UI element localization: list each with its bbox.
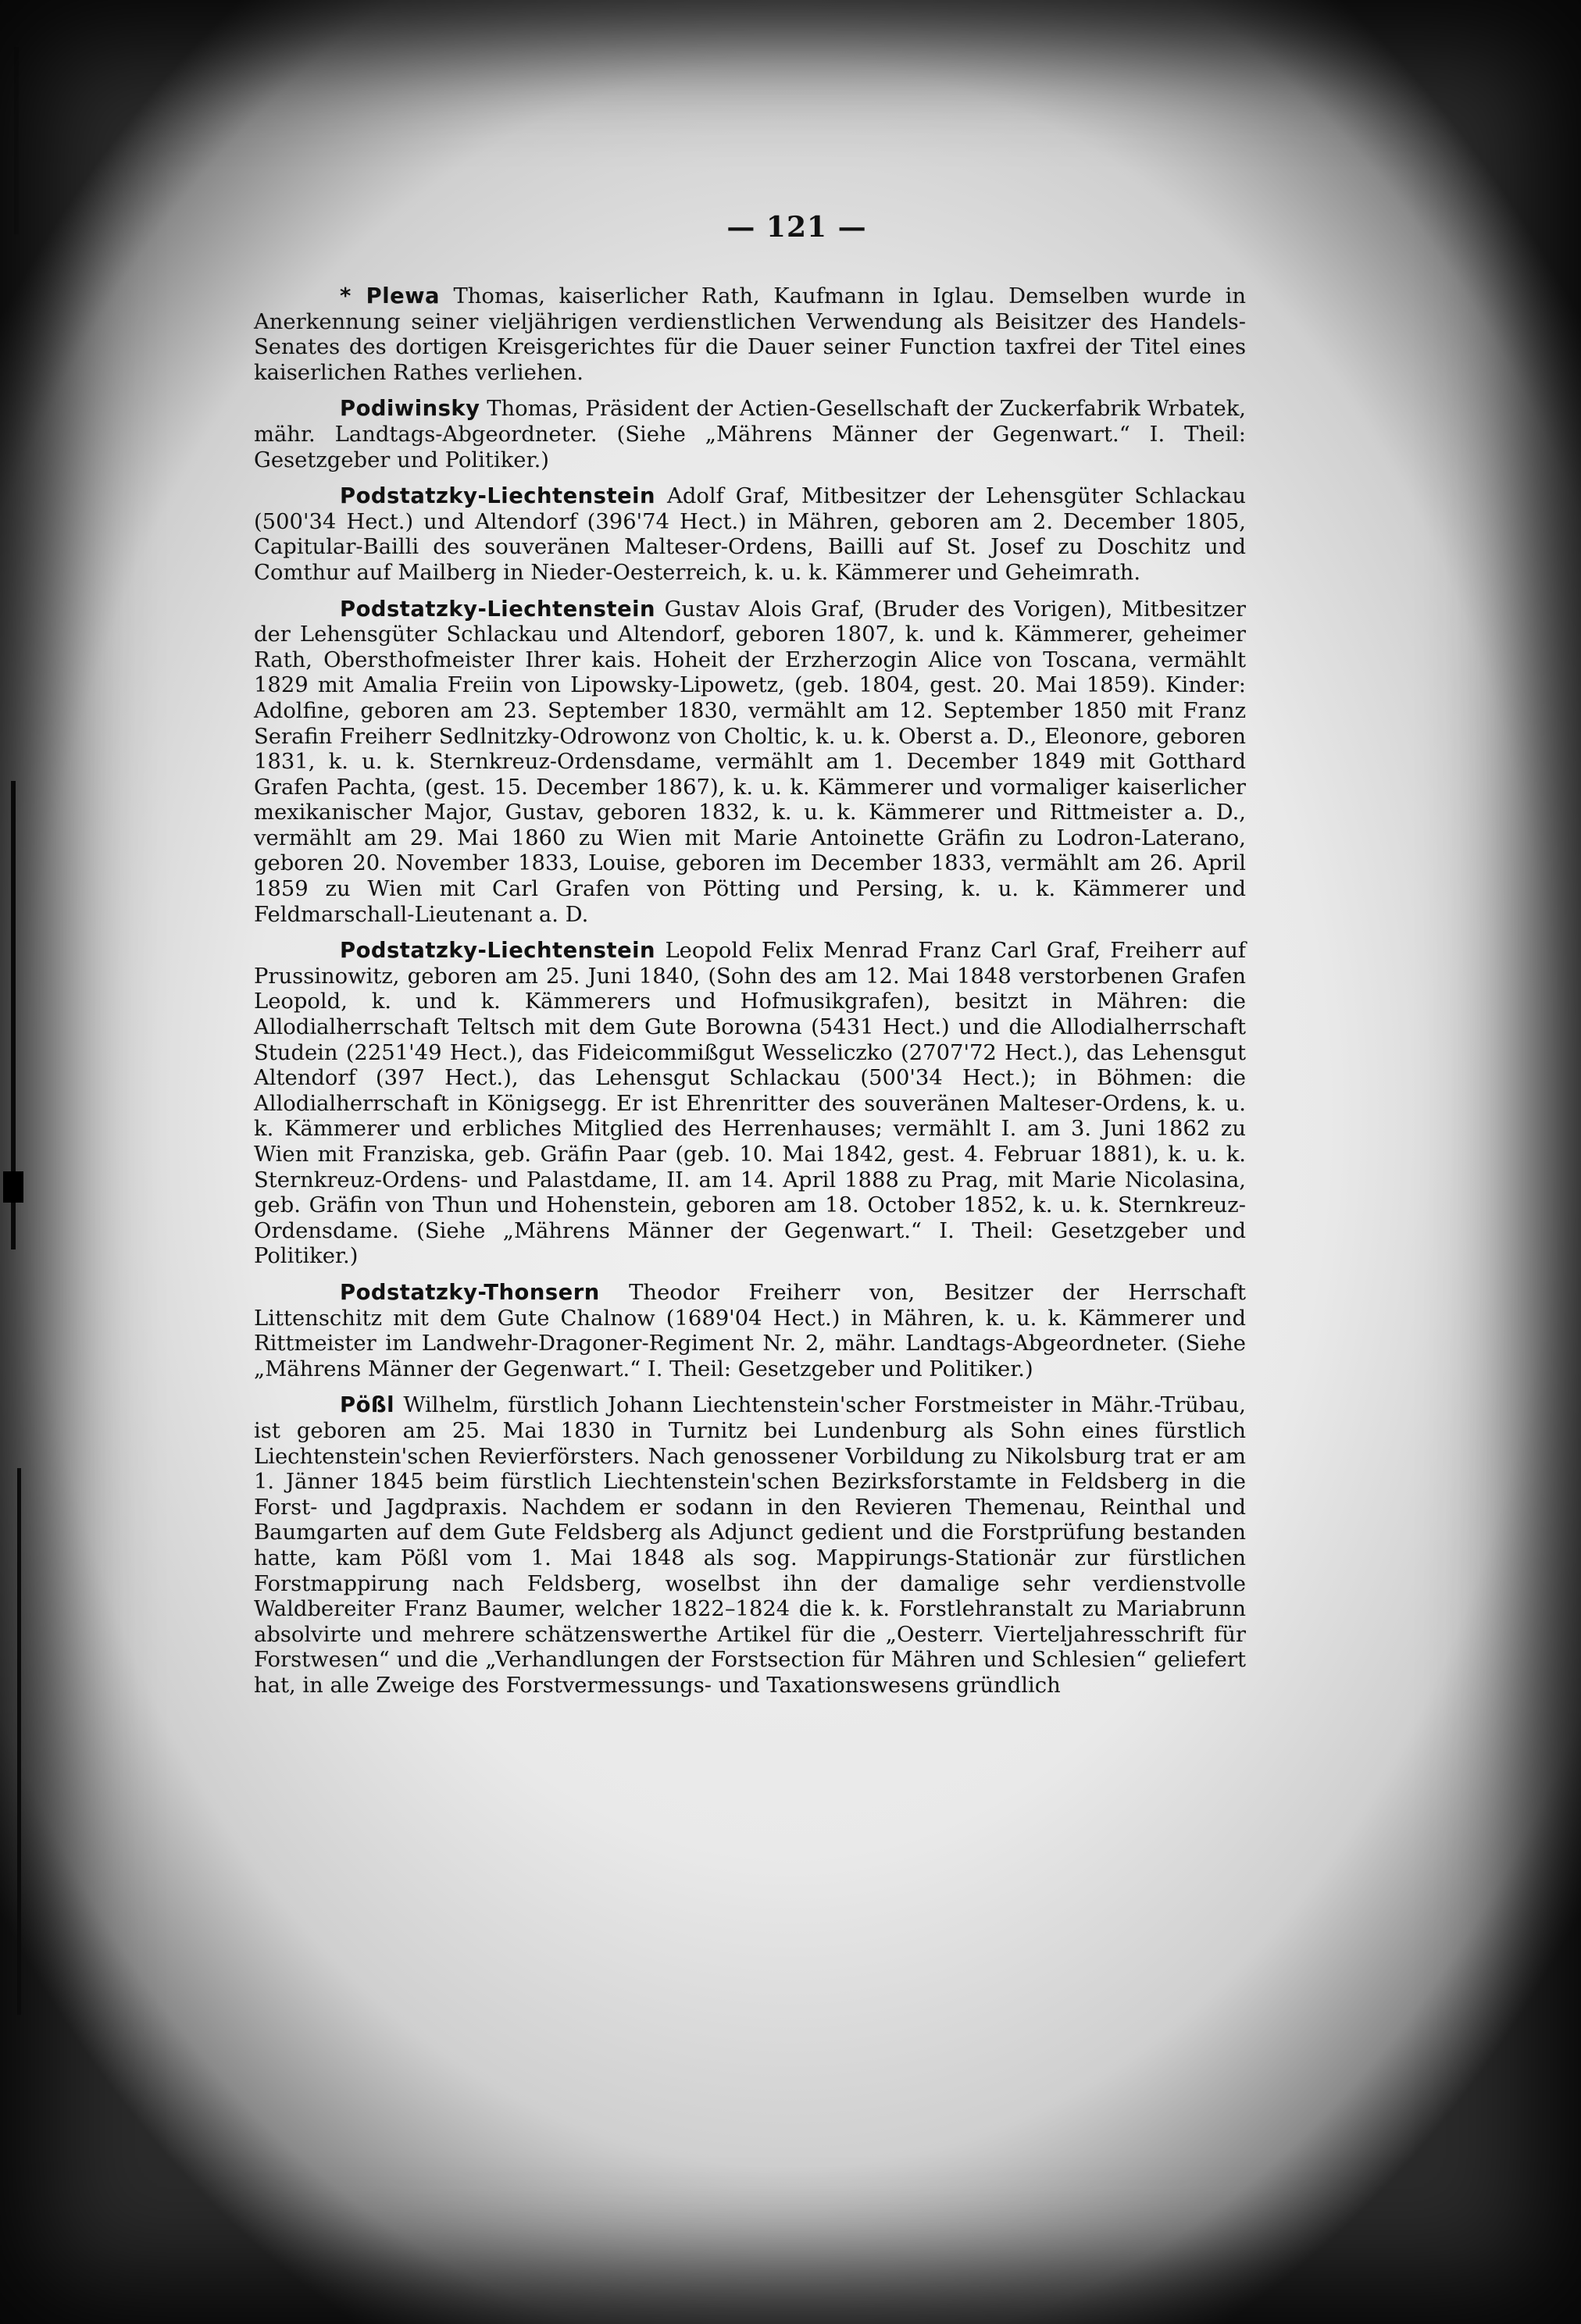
entry-heading: Podstatzky-Thonsern [340, 1280, 600, 1305]
entry-text: Leopold Felix Menrad Franz Carl Graf, Freiherr auf Prussinowitz, geboren am 25. Juni 1840, (Sohn des am 12. Mai 1848 verstorbenen Grafen Leopold, k. und k. Kämmerers und Hofmusikgrafen), besitzt in Mähren: die Allodialherrschaft Teltsch mit dem Gute Borowna (5431 Hect.) und die Allodialherrschaft Studein (2251'49 Hect.), das Fideicommißgut Wesseliczko (2707'72 Hect.), das Lehensgut Altendorf (397 Hect.), das Lehensgut Schlackau (500'34 Hect.); in Böhmen: die Allodialherrschaft in Königsegg. Er ist Ehrenritter des souveränen Malteser-Ordens, k. u. k. Kämmerer und erbliches Mitglied des Herrenhauses; vermählt I. am 3. Juni 1862 zu Wien mit Franziska, geb. Gräfin Paar (geb. 10. Mai 1842, gest. 4. Februar 1881), k. u. k. Sternkreuz-Ordens- und Palastdame, II. am 14. April 1888 zu Prag, mit Marie Nicolasina, geb. Gräfin von Thun und Hohenstein, geboren am 18. October 1852, k. u. k. Sternkreuz-Ordensdame. (Siehe „Mährens Männer der Gegenwart.“ I. Theil: Gesetzgeber und Politiker.) [254, 939, 1246, 1269]
entry-heading: * Plewa [340, 284, 440, 308]
entry-heading: Podstatzky-Liechtenstein [340, 597, 656, 622]
entry-heading: Pößl [340, 1393, 394, 1418]
document-page [254, 211, 1246, 1709]
entry-podstatzky-leopold [254, 939, 1246, 1270]
entry-heading: Podiwinsky [340, 397, 480, 422]
entry-text: Theodor Freiherr von, Besitzer der Herrschaft Littenschitz mit dem Gute Chalnow (1689'04 Hect.) in Mähren, k. u. k. Kämmerer und Rittmeister im Landwehr-Dragoner-Regiment Nr. 2, mähr. Landtags-Abgeordneter. (Siehe „Mährens Männer der Gegenwart.“ I. Theil: Gesetzgeber und Politiker.) [254, 1280, 1246, 1381]
entry-podstatzky-thonsern [254, 1281, 1246, 1382]
entry-poessl [254, 1393, 1246, 1698]
entry-heading: Podstatzky-Liechtenstein [340, 939, 656, 964]
entry-text: Thomas, kaiserlicher Rath, Kaufmann in Iglau. Demselben wurde in Anerkennung seiner vieljährigen verdienstlichen Verwendung als Beisitzer des Handels-Senates des dortigen Kreisgerichtes für die Dauer seiner Function taxfrei der Titel eines kaiserlichen Rathes verliehen. [254, 284, 1246, 385]
binding-edge-mark [3, 1171, 23, 1203]
entry-text: Wilhelm, fürstlich Johann Liechtenstein'scher Forstmeister in Mähr.-Trübau, ist geboren am 25. Mai 1830 in Turnitz bei Lundenburg als Sohn eines fürstlich Liechtenstein'schen Revierförsters. Nach genossener Vorbildung zu Nikolsburg trat er am 1. Jänner 1845 beim fürstlich Liechtenstein'schen Bezirksforstamte in Feldsberg in die Forst- und Jagdpraxis. Nachdem er sodann in den Revieren Themenau, Reinthal und Baumgarten auf dem Gute Feldsberg als Adjunct gedient und die Forstprüfung bestanden hatte, kam Pößl vom 1. Mai 1848 als sog. Mappirungs-Stationär zur fürstlichen Forstmappirung nach Feldsberg, woselbst ihn der damalige sehr verdienstvolle Waldbereiter Franz Baumer, welcher 1822–1824 die k. k. Forstlehranstalt zu Mariabrunn absolvirte und mehrere schätzenswerthe Artikel für die „Oesterr. Vierteljahresschrift für Forstwesen“ und die „Verhandlungen der Forstsection für Mähren und Schlesien“ geliefert hat, in alle Zweige des Forstvermessungs- und Taxationswesens gründlich [254, 1393, 1246, 1698]
entry-text: Adolf Graf, Mitbesitzer der Lehensgüter Schlackau (500'34 Hect.) und Altendorf (396'74 Hect.) in Mähren, geboren am 2. December 1805, Capitular-Bailli des souveränen Malteser-Ordens, Bailli auf St. Josef zu Doschitz und Comthur auf Mailberg in Nieder-Oesterreich, k. u. k. Kämmerer und Geheimrath. [254, 484, 1246, 585]
entry-plewa [254, 284, 1246, 386]
entry-heading: Podstatzky-Liechtenstein [340, 484, 656, 509]
binding-edge-mark [17, 1468, 21, 2015]
entry-text: Thomas, Präsident der Actien-Gesellschaft der Zuckerfabrik Wrbatek, mähr. Landtags-Abgeordneter. (Siehe „Mährens Männer der Gegenwart.“ I. Theil: Gesetzgeber und Politiker.) [254, 397, 1246, 472]
page-number: — 121 — [726, 211, 867, 244]
entry-podstatzky-adolf [254, 484, 1246, 586]
entry-podiwinsky [254, 397, 1246, 473]
entry-podstatzky-gustav [254, 597, 1246, 929]
binding-edge-mark [14, 47, 19, 234]
entry-text: Gustav Alois Graf, (Bruder des Vorigen), Mitbesitzer der Lehensgüter Schlackau und Altendorf, geboren 1807, k. und k. Kämmerer, geheimer Rath, Obersthofmeister Ihrer kais. Hoheit der Erzherzogin Alice von Toscana, vermählt 1829 mit Amalia Freiin von Lipowsky-Lipowetz, (geb. 1804, gest. 20. Mai 1859). Kinder: Adolfine, geboren am 23. September 1830, vermählt am 12. September 1850 mit Franz Serafin Freiherr Sedlnitzky-Odrowonz von Choltic, k. u. k. Oberst a. D., Eleonore, geboren 1831, k. u. k. Sternkreuz-Ordensdame, vermählt am 1. December 1849 mit Gotthard Grafen Pachta, (gest. 15. December 1867), k. u. k. Kämmerer und vormaliger kaiserlicher mexikanischer Major, Gustav, geboren 1832, k. u. k. Kämmerer und Rittmeister a. D., vermählt am 29. Mai 1860 zu Wien mit Marie Antoinette Gräfin zu Lodron-Laterano, geboren 20. November 1833, Louise, geboren im December 1833, vermählt am 26. April 1859 zu Wien mit Carl Grafen von Pötting und Persing, k. u. k. Kämmerer und Feldmarschall-Lieutenant a. D. [254, 597, 1246, 927]
